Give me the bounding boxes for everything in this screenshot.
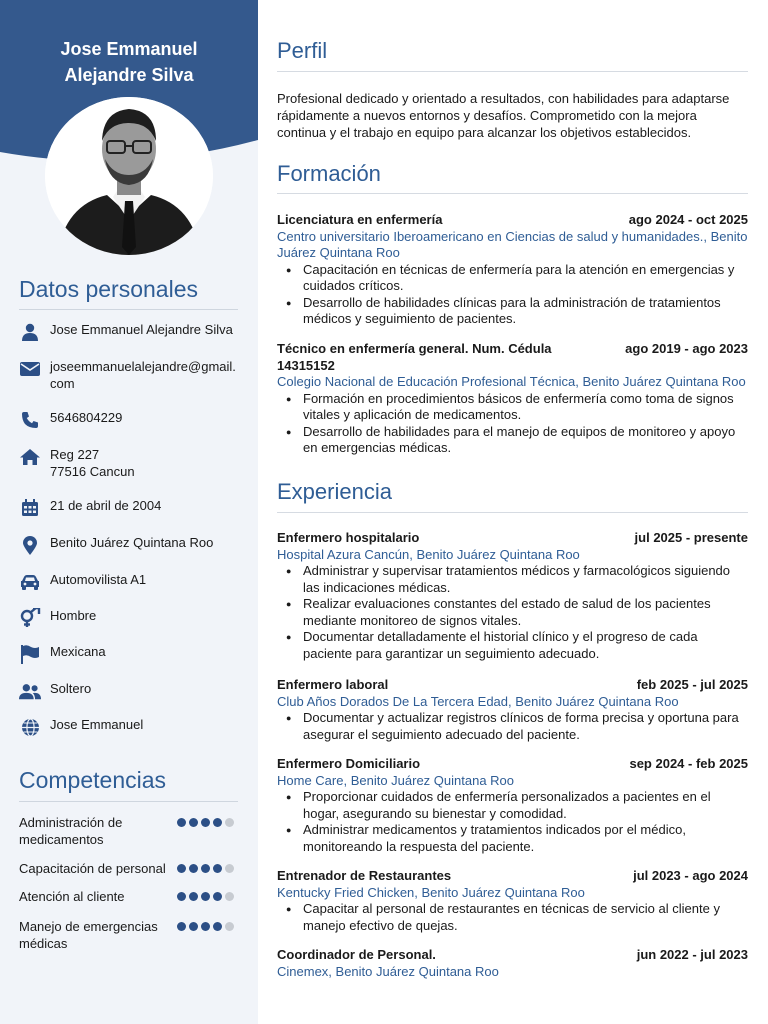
personal-website-text[interactable]: Jose Emmanuel: [50, 717, 144, 732]
personal-phone-text[interactable]: 5646804229: [50, 410, 123, 425]
skill-dot-filled: [189, 818, 198, 827]
entry-bullet: ● Capacitación en técnicas de enfermería para la atención en emergencias y cuidados críticos.: [277, 262, 748, 295]
skill-dot-empty: [225, 864, 234, 873]
entry-date: ago 2019 - ago 2023: [625, 341, 748, 356]
main-content: [277, 0, 749, 1024]
home-icon: [19, 447, 41, 467]
personal-item-license: [19, 572, 244, 592]
personal-data-title: Datos personales: [19, 276, 198, 302]
profile-title: Perfil: [277, 38, 328, 63]
address-line2: 77516 Cancun: [50, 463, 135, 479]
experience-divider: [277, 512, 748, 513]
entry-header: [277, 947, 748, 964]
entry-bullets: [277, 710, 748, 743]
skill-name: Capacitación de personal: [19, 861, 166, 876]
entry-bullets: [277, 901, 748, 934]
skill-dot-empty: [225, 892, 234, 901]
skill-row: [19, 888, 241, 905]
skill-dot-filled: [213, 892, 222, 901]
personal-birthdate-text: 21 de abril de 2004: [50, 498, 162, 513]
entry-organization: Home Care, Benito Juárez Quintana Roo: [277, 772, 515, 788]
skill-dot-filled: [177, 922, 186, 931]
personal-item-email: [19, 359, 244, 392]
personal-location-text: Benito Juárez Quintana Roo: [50, 535, 214, 550]
entry-date: jul 2025 - presente: [634, 530, 748, 545]
skill-dot-filled: [201, 922, 210, 931]
entry-header: [277, 756, 748, 773]
entry-bullet: ● Desarrollo de habilidades para el manejo de equipos de monitoreo y apoyo en emergencias médicas.: [277, 424, 748, 457]
skill-dot-filled: [189, 892, 198, 901]
personal-item-marital: [19, 681, 244, 701]
personal-item-location: [19, 535, 244, 555]
education-entry: [277, 341, 748, 457]
personal-license-text: Automovilista A1: [50, 572, 147, 587]
skill-level-dots: [177, 818, 234, 827]
experience-entry: [277, 530, 748, 662]
skill-row: [19, 918, 241, 952]
entry-header: [277, 868, 748, 885]
entry-organization: Colegio Nacional de Educación Profesional Técnica, Benito Juárez Quintana Roo: [277, 374, 746, 389]
phone-icon: [19, 410, 41, 430]
entry-date: jul 2023 - ago 2024: [633, 868, 748, 883]
entry-bullet: ● Realizar evaluaciones constantes del estado de salud de los pacientes mediante monitoreo de signos vitales.: [277, 596, 748, 629]
personal-item-address: [19, 447, 244, 480]
gender-icon: [19, 608, 41, 628]
skill-dot-filled: [177, 864, 186, 873]
entry-date: ago 2024 - oct 2025: [628, 212, 748, 227]
entry-date: jun 2022 - jul 2023: [636, 947, 748, 962]
education-divider: [277, 193, 748, 194]
entry-organization: Club Años Dorados De La Tercera Edad, Benito Juárez Quintana Roo: [277, 693, 679, 709]
skill-dot-filled: [213, 922, 222, 931]
skill-dot-filled: [213, 818, 222, 827]
skill-dot-filled: [201, 864, 210, 873]
calendar-icon: [19, 498, 41, 518]
entry-title: Técnico en enfermería general. Num. Cédula 14315152: [277, 341, 552, 373]
entry-title: Enfermero laboral: [277, 677, 389, 692]
entry-organization: Cinemex, Benito Juárez Quintana Roo: [277, 963, 499, 979]
entry-bullet: ● Proporcionar cuidados de enfermería personalizados a pacientes en el hogar, asegurando su bienestar y comodidad.: [277, 789, 748, 822]
profile-divider: [277, 71, 748, 72]
entry-title: Licenciatura en enfermería: [277, 212, 443, 227]
skill-row: [19, 860, 241, 877]
personal-item-birthdate: [19, 498, 244, 518]
entry-header: [277, 530, 748, 547]
entry-bullets: [277, 563, 748, 662]
entry-title: Entrenador de Restaurantes: [277, 868, 452, 883]
skill-name: Atención al cliente: [19, 889, 125, 904]
profile-text: Profesional dedicado y orientado a resultados, con habilidades para adaptarse rápidamente a nuevos entornos y desafíos. Comprometido con la mejora continua y el trabajo en equipo para alcanzar los objetivos establecidos.: [277, 91, 730, 140]
entry-bullet: ● Desarrollo de habilidades clínicas para la administración de tratamientos médicos y seguimiento de pacientes.: [277, 295, 748, 328]
entry-title: Enfermero Domiciliario: [277, 756, 421, 771]
skill-row: [19, 814, 241, 848]
candidate-name-line2: Alejandre Silva: [64, 65, 194, 85]
personal-name-text: Jose Emmanuel Alejandre Silva: [50, 322, 233, 337]
skill-level-dots: [177, 892, 234, 901]
personal-address-text: [50, 447, 135, 480]
experience-entry: [277, 677, 748, 743]
personal-gender-text: Hombre: [50, 608, 97, 623]
entry-bullets: [277, 789, 748, 855]
profile-photo: [45, 97, 213, 255]
personal-item-gender: [19, 608, 244, 628]
experience-title: Experiencia: [277, 479, 392, 504]
personal-email-text[interactable]: joseemmanuelalejandre@gmail.com: [50, 359, 236, 391]
skill-dot-filled: [201, 892, 210, 901]
skill-dot-filled: [177, 892, 186, 901]
entry-bullet: ● Documentar y actualizar registros clínicos de forma precisa y oportuna para asegurar el seguimiento adecuado del paciente.: [277, 710, 748, 743]
flag-icon: [19, 644, 41, 664]
car-icon: [19, 572, 41, 592]
skill-dot-filled: [189, 922, 198, 931]
skills-divider: [19, 801, 238, 802]
skill-dot-filled: [177, 818, 186, 827]
entry-bullet: ● Administrar y supervisar tratamientos médicos y farmacológicos siguiendo las indicaciones médicas.: [277, 563, 748, 596]
user-icon: [19, 322, 41, 342]
skill-dot-empty: [225, 818, 234, 827]
skill-dot-filled: [213, 864, 222, 873]
entry-organization: Centro universitario Iberoamericano en Ciencias de salud y humanidades., Benito Juárez Quintana Roo: [277, 228, 748, 260]
entry-header: [277, 341, 748, 374]
entry-title: Coordinador de Personal.: [277, 947, 436, 962]
skill-dot-filled: [201, 818, 210, 827]
entry-organization: Hospital Azura Cancún, Benito Juárez Quintana Roo: [277, 546, 580, 562]
personal-nationality-text: Mexicana: [50, 644, 106, 659]
entry-bullet: ● Documentar detalladamente el historial clínico y el progreso de cada paciente para garantizar un seguimiento adecuado.: [277, 629, 748, 662]
map-pin-icon: [19, 535, 41, 555]
entry-bullets: [277, 262, 748, 328]
skill-name: Manejo de emergencias médicas: [19, 919, 158, 951]
personal-data-divider: [19, 309, 238, 310]
candidate-name-line1: Jose Emmanuel: [60, 39, 198, 59]
skills-title: Competencias: [19, 767, 167, 793]
personal-item-website: [19, 717, 244, 737]
education-title: Formación: [277, 161, 381, 186]
entry-header: [277, 212, 748, 229]
education-entry: [277, 212, 748, 328]
personal-item-name: [19, 322, 244, 342]
entry-organization: Kentucky Fried Chicken, Benito Juárez Quintana Roo: [277, 884, 585, 900]
personal-item-nationality: [19, 644, 244, 664]
skill-name: Administración de medicamentos: [19, 815, 123, 847]
personal-item-phone: [19, 410, 244, 430]
entry-bullets: [277, 391, 748, 457]
skill-dot-filled: [189, 864, 198, 873]
entry-bullet: ● Administrar medicamentos y tratamientos indicados por el médico, monitoreando la respuesta del paciente.: [277, 822, 748, 855]
experience-entry: [277, 947, 748, 980]
experience-entry: [277, 868, 748, 934]
globe-icon: [19, 717, 41, 737]
envelope-icon: [19, 359, 41, 379]
sidebar: [0, 0, 258, 1024]
entry-bullet: ● Formación en procedimientos básicos de enfermería como toma de signos vitales y aplicación de medicamentos.: [277, 391, 748, 424]
personal-marital-text: Soltero: [50, 681, 92, 696]
candidate-name: [0, 36, 258, 88]
entry-bullet: ● Capacitar al personal de restaurantes en técnicas de servicio al cliente y manejo efectivo de quejas.: [277, 901, 748, 934]
entry-header: [277, 677, 748, 694]
entry-date: feb 2025 - jul 2025: [636, 677, 748, 692]
address-line1: Reg 227: [50, 447, 100, 462]
skill-dot-empty: [225, 922, 234, 931]
skill-level-dots: [177, 864, 234, 873]
entry-date: sep 2024 - feb 2025: [629, 756, 748, 771]
skill-level-dots: [177, 922, 234, 931]
entry-title: Enfermero hospitalario: [277, 530, 420, 545]
users-icon: [19, 681, 41, 701]
experience-entry: [277, 756, 748, 855]
